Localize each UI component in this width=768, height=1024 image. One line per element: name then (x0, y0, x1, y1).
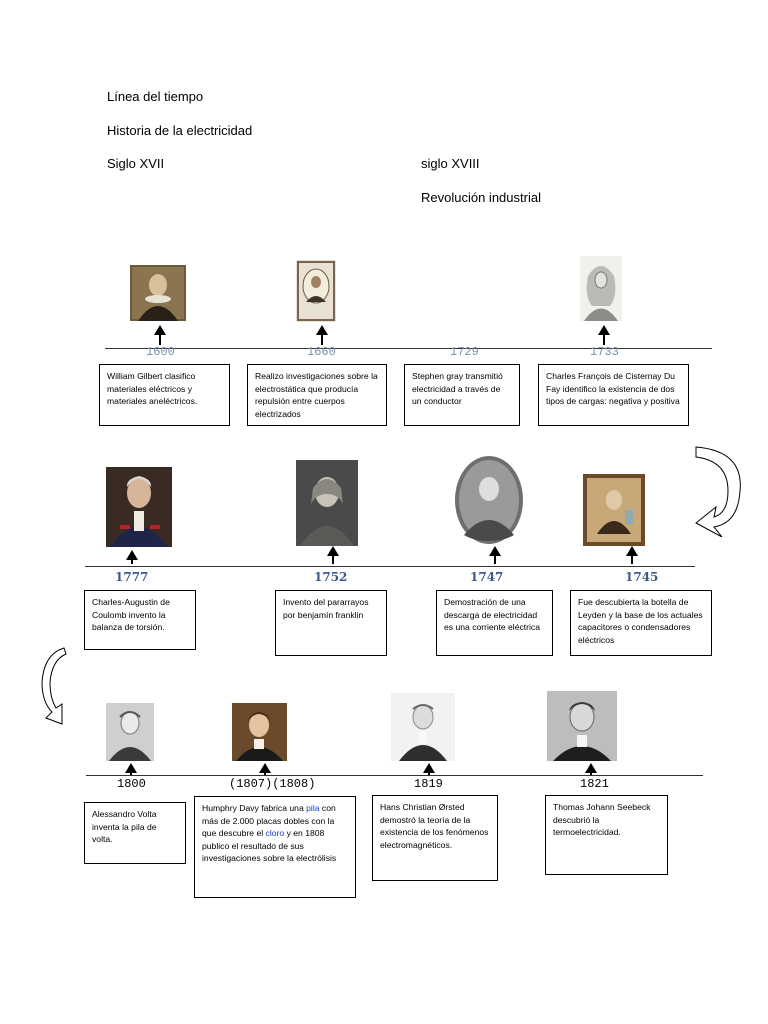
portrait-guericke (296, 260, 336, 322)
portrait-franklin (296, 460, 358, 546)
event-box-coulomb: Charles-Augustin de Coulomb invento la balanza de torsión. (84, 590, 196, 650)
timeline-line-3 (86, 775, 703, 776)
timeline-title: Línea del tiempo (107, 89, 204, 104)
year-1821: 1821 (580, 777, 609, 791)
timeline-subtitle: Historia de la electricidad (107, 123, 253, 138)
arrow-1752 (327, 546, 339, 564)
curved-arrow-right (694, 445, 744, 537)
year-1747: 1747 (470, 570, 504, 584)
portrait-volta (106, 703, 154, 761)
arrow-1733 (598, 325, 610, 345)
event-box-du-fay: Charles François de Cisternay Du Fay identifico la existencia de dos tipos de cargas: negativa y positiva (538, 364, 689, 426)
curved-arrow-left (40, 646, 68, 726)
event-box-gilbert: William Gilbert clasifico materiales eléctricos y materiales aneléctricos. (99, 364, 230, 426)
timeline-line-1 (105, 348, 712, 349)
event-box-volta: Alessandro Volta inventa la pila de volta. (84, 802, 186, 864)
year-1600: 1600 (146, 345, 175, 359)
year-1807-1808: (1807)(1808) (229, 777, 316, 791)
portrait-coulomb (106, 467, 172, 547)
portrait-gilbert (130, 265, 186, 321)
era-label: Revolución industrial (421, 190, 541, 205)
cloro-link[interactable]: cloro (265, 828, 285, 839)
portrait-leyden (583, 474, 645, 546)
portrait-orsted (391, 693, 455, 761)
century-left: Siglo XVII (107, 156, 165, 171)
arrow-1777 (126, 550, 138, 564)
event-box-seebeck: Thomas Johann Seebeck descubrió la termoelectricidad. (545, 795, 668, 875)
arrow-1660 (316, 325, 328, 345)
arrow-1745 (626, 546, 638, 564)
portrait-du-fay (580, 256, 622, 321)
event-box-leyden: Fue descubierta la botella de Leyden y la base de los actuales capacitores o condensadores eléctricos (570, 590, 712, 656)
portrait-watson (454, 455, 524, 545)
portrait-seebeck (547, 691, 617, 761)
portrait-davy (232, 703, 287, 761)
year-1745: 1745 (625, 570, 659, 584)
arrow-1800 (125, 763, 137, 775)
year-1819: 1819 (414, 777, 443, 791)
event-box-gray: Stephen gray transmitió electricidad a través de un conductor (404, 364, 520, 426)
year-1752: 1752 (314, 570, 348, 584)
century-right: siglo XVIII (421, 156, 480, 171)
arrow-1821 (585, 763, 597, 775)
year-1777: 1777 (115, 570, 149, 584)
year-1729: 1729 (450, 345, 479, 359)
arrow-1807 (259, 763, 271, 775)
year-1733: 1733 (590, 345, 619, 359)
pila-link[interactable]: pila (306, 803, 320, 813)
timeline-line-2 (85, 566, 695, 567)
year-1800: 1800 (117, 777, 146, 791)
year-1660: 1660 (307, 345, 336, 359)
event-box-franklin: Invento del pararrayos por benjamín franklin (275, 590, 387, 656)
event-box-discharge: Demostración de una descarga de electricidad es una corriente eléctrica (436, 590, 553, 656)
arrow-1600 (154, 325, 166, 345)
event-box-davy: Humphry Davy fabrica una pila con más de 2.000 placas dobles con la que descubre el cloro y en 1808 publico el resultado de sus investigaciones sobre la electrólisis (194, 796, 356, 898)
arrow-1747 (489, 546, 501, 564)
event-box-guericke: Realizo investigaciones sobre la electrostática que producía repulsión entre cuerpos electrizados (247, 364, 387, 426)
event-box-orsted: Hans Christian Ørsted demostró la teoría de la existencia de los fenómenos electromagnéticos. (372, 795, 498, 881)
arrow-1819 (423, 763, 435, 775)
